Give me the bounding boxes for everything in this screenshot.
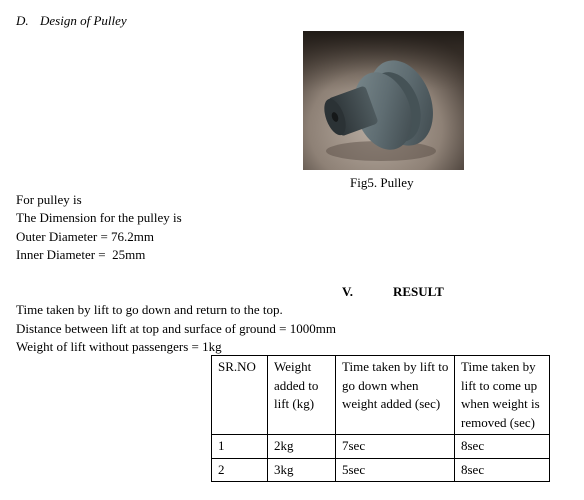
header-time-up: Time taken by lift to come up when weight is removed (sec)	[455, 356, 550, 435]
result-text-line: Time taken by lift to go down and return to the top.	[16, 302, 283, 317]
table-cell: 7sec	[336, 435, 455, 459]
table-cell: 5sec	[336, 458, 455, 482]
pulley-text-line: For pulley is	[16, 192, 82, 207]
result-text-line: Weight of lift without passengers = 1kg	[16, 339, 222, 354]
table-cell: 8sec	[455, 458, 550, 482]
section-number: D.	[16, 13, 29, 28]
section-title: Design of Pulley	[40, 13, 127, 28]
section-heading	[16, 14, 127, 27]
table-row	[212, 458, 550, 482]
table-cell: 8sec	[455, 435, 550, 459]
table-cell: 3kg	[268, 458, 336, 482]
header-weight: Weight added to lift (kg)	[268, 356, 336, 435]
result-heading	[342, 285, 444, 298]
table-header-row	[212, 356, 550, 435]
table-cell: 2	[212, 458, 268, 482]
result-title: RESULT	[393, 284, 444, 299]
header-sr-no: SR.NO	[212, 356, 268, 435]
result-number: V.	[342, 284, 353, 299]
figure-caption: Fig5. Pulley	[350, 175, 414, 190]
pulley-text-line: The Dimension for the pulley is	[16, 210, 182, 225]
header-time-down: Time taken by lift to go down when weight added (sec)	[336, 356, 455, 435]
result-text-line: Distance between lift at top and surface of ground = 1000mm	[16, 321, 336, 336]
pulley-image	[303, 31, 464, 170]
table-cell: 1	[212, 435, 268, 459]
results-table	[211, 355, 550, 482]
table-cell: 2kg	[268, 435, 336, 459]
outer-diameter-line: Outer Diameter = 76.2mm	[16, 229, 155, 244]
table-row	[212, 435, 550, 459]
pulley-photo	[303, 31, 464, 170]
inner-diameter-line: Inner Diameter = 25mm	[16, 247, 146, 262]
